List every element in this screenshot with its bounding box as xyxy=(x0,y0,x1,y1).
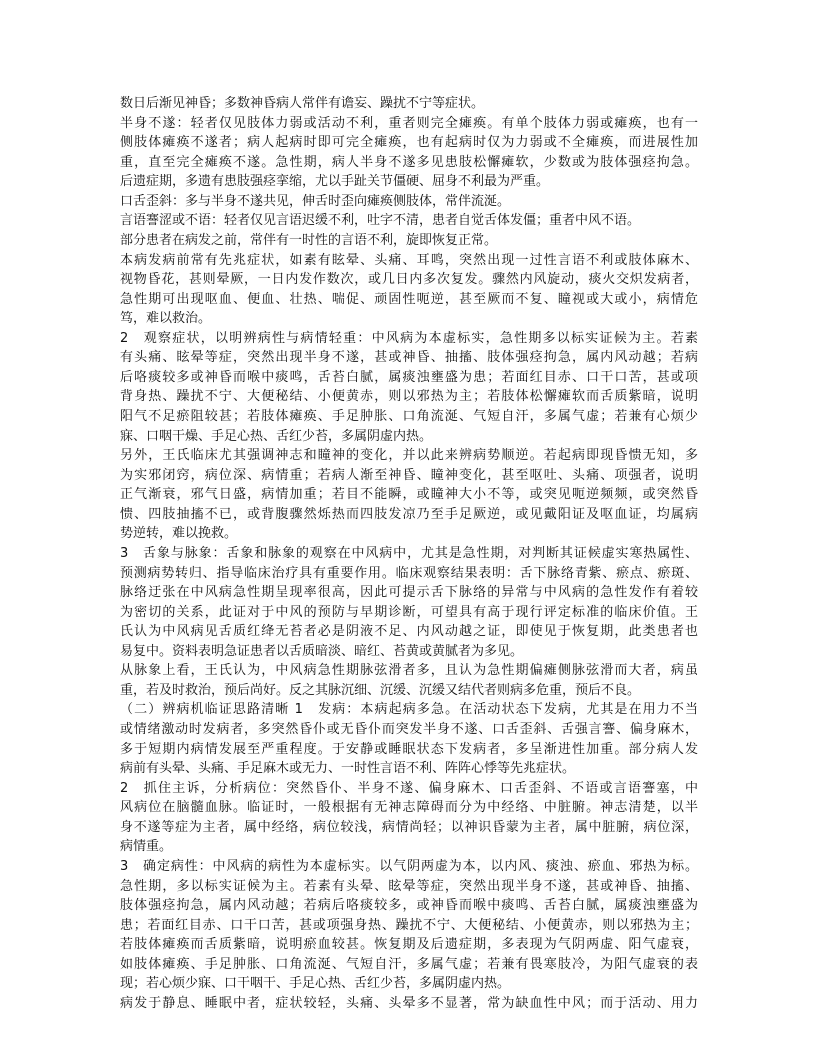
text-line: 言语謇涩或不语：轻者仅见言语迟缓不利，吐字不清，患者自觉舌体发僵；重者中风不语。 xyxy=(120,213,641,229)
text-line: 重，直至完全瘫痪不遂。急性期，病人半身不遂多见患肢松懈瘫软，少数或为肢体强痉拘急。 xyxy=(120,154,698,170)
text-line: 急性期可出现呕血、便血、壮热、喘促、顽固性呃逆，甚至厥而不复、瞳视或大或小，病情危 xyxy=(120,291,698,307)
text-line: 病发于静息、睡眠中者，症状较轻，头痛、头晕多不显著，常为缺血性中风；而于活动、用力 xyxy=(120,995,698,1011)
document-body xyxy=(120,94,698,1013)
text-line: 本病发病前常有先兆症状，如素有眩晕、头痛、耳鸣，突然出现一过性言语不利或肢体麻木、 xyxy=(120,252,698,268)
text-line: 正气渐衰，邪气日盛，病情加重；若目不能瞬，或瞳神大小不等，或突见呃逆频频，或突然昏 xyxy=(120,487,698,503)
text-line: 2 观察症状，以明辨病性与病情轻重：中风病为本虚标实，急性期多以标实证候为主。若素 xyxy=(120,330,698,346)
text-line: 急性期，多以标实证候为主。若素有头晕、眩晕等症，突然出现半身不遂，甚或神昏、抽搐、 xyxy=(120,878,698,894)
text-line: 现；若心烦少寐、口干咽干、手足心热、舌红少苔，多属阴虚内热。 xyxy=(120,976,511,992)
text-line: 3 舌象与脉象：舌象和脉象的观察在中风病中，尤其是急性期，对判断其证候虚实寒热属性、 xyxy=(120,545,698,561)
text-line: 侧肢体瘫痪不遂者；病人起病时即可完全瘫痪，也有起病时仅为力弱或不全瘫痪，而进展性加 xyxy=(120,135,698,151)
text-line: 重，若及时救治，预后尚好。反之其脉沉细、沉缓、沉缓又结代者则病多危重，预后不良。 xyxy=(120,682,641,698)
text-line: 势逆转，难以挽救。 xyxy=(120,526,238,542)
text-line: 背身热、躁扰不宁、大便秘结、小便黄赤，则以邪热为主；若肢体松懈瘫软而舌质紫暗，说明 xyxy=(120,389,698,405)
text-line: 肢体强痉拘急，属内风动越；若病后咯痰较多，或神昏而喉中痰鸣、舌苔白腻，属痰浊壅盛为 xyxy=(120,898,698,914)
text-line: 后遗症期，多遗有患肢强痉挛缩，尤以手趾关节僵硬、屈身不利最为严重。 xyxy=(120,174,550,190)
text-line: 阳气不足瘀阻较甚；若肢体瘫痪、手足肿胀、口角流涎、气短自汗，多属气虚；若兼有心烦少 xyxy=(120,409,698,424)
text-line: 预测病势转归、指导临床治疗具有重要作用。临床观察结果表明：舌下脉络青紫、瘀点、瘀斑、 xyxy=(120,565,698,581)
text-line: 患；若面红目赤、口干口苦，甚或项强身热、躁扰不宁、大便秘结、小便黄赤，则以邪热为主； xyxy=(120,917,698,933)
text-line: 部分患者在病发之前，常伴有一时性的言语不利，旋即恢复正常。 xyxy=(120,232,498,248)
text-line: 身不遂等症为主者，属中经络，病位较浅，病情尚轻；以神识昏蒙为主者，属中脏腑，病位深， xyxy=(120,819,698,835)
text-line: 有头痛、眩晕等症，突然出现半身不遂，甚或神昏、抽搐、肢体强痉拘急，属内风动越；若病 xyxy=(120,350,698,366)
text-line: 口舌歪斜：多与半身不遂共见，伸舌时歪向瘫痪侧肢体，常伴流涎。 xyxy=(120,193,511,209)
text-line: 病前有头晕、头痛、手足麻木或无力、一时性言语不利、阵阵心悸等先兆症状。 xyxy=(120,761,576,777)
text-line: 脉络迂张在中风病急性期呈现率很高，因此可提示舌下脉络的异常与中风病的急性发作有着较 xyxy=(120,585,698,601)
text-line: 后咯痰较多或神昏而喉中痰鸣，舌苔白腻，属痰浊壅盛为患；若面红目赤、口干口苦，甚或项 xyxy=(120,369,698,385)
text-line: 3 确定病性：中风病的病性为本虚标实。以气阴两虚为本，以内风、痰浊、瘀血、邪热为标。 xyxy=(120,858,698,874)
text-line: 2 抓住主诉，分析病位：突然昏仆、半身不遂、偏身麻木、口舌歪斜、不语或言语謇塞，中 xyxy=(120,780,698,796)
text-line: 为密切的关系，此证对于中风的预防与早期诊断，可望具有高于现行评定标准的临床价值。王 xyxy=(120,604,698,620)
text-line: 愦、四肢抽搐不已，或背腹骤然烁热而四肢发凉乃至手足厥逆，或见戴阳证及呕血证，均属病 xyxy=(120,506,698,522)
text-line: 若肢体瘫痪而舌质紫暗，说明瘀血较甚。恢复期及后遗症期，多表现为气阴两虚、阳气虚衰， xyxy=(120,937,698,953)
text-line: 为实邪闭窍，病位深、病情重；若病人渐至神昏、瞳神变化，甚至呕吐、头痛、项强者，说明 xyxy=(120,467,698,483)
text-line: 寐、口咽干燥、手足心热、舌红少苔，多属阴虚内热。 xyxy=(120,428,433,444)
text-line: 病情重。 xyxy=(120,839,173,855)
text-line: 数日后渐见神昏；多数神昏病人常伴有谵妄、躁扰不宁等症状。 xyxy=(120,96,485,111)
text-line: 另外，王氏临床尤其强调神志和瞳神的变化，并以此来辨病势顺逆。若起病即现昏愦无知，多 xyxy=(120,448,698,464)
text-line: 氏认为中风病见舌质红绛无苔者必是阴液不足、内风动越之证，即使见于恢复期，此类患者也 xyxy=(120,624,698,640)
text-line: 或情绪激动时发病者，多突然昏仆或无昏仆而突发半身不遂、口舌歪斜、舌强言謇、偏身麻木， xyxy=(120,722,698,737)
text-line: 多于短期内病情发展至严重程度。于安静或睡眠状态下发病者，多呈渐进性加重。部分病人发 xyxy=(120,741,698,757)
text-line: （二）辨病机临证思路清晰 1 发病：本病起病多急。在活动状态下发病，尤其是在用力不当 xyxy=(120,702,698,718)
text-line: 视物昏花，甚则晕厥，一日内发作数次，或几日内多次复发。骤然内风旋动，痰火交炽发病者， xyxy=(120,272,698,288)
text-line: 笃，难以救治。 xyxy=(120,311,212,327)
text-line: 半身不遂：轻者仅见肢体力弱或活动不利，重者则完全瘫痪。有单个肢体力弱或瘫痪，也有一 xyxy=(120,115,698,131)
text-line: 易复中。资料表明急证患者以舌质暗淡、暗红、苔黄或黄腻者为多见。 xyxy=(120,643,524,659)
text-line: 风病位在脑髓血脉。临证时，一般根据有无神志障碍而分为中经络、中脏腑。神志清楚，以半 xyxy=(120,800,698,816)
text-line: 从脉象上看，王氏认为，中风病急性期脉弦滑者多，且认为急性期偏瘫侧脉弦滑而大者，病虽 xyxy=(120,663,698,679)
text-line: 如肢体瘫痪、手足肿胀、口角流涎、气短自汗，多属气虚；若兼有畏寒肢冷，为阳气虚衰的表 xyxy=(120,956,698,972)
